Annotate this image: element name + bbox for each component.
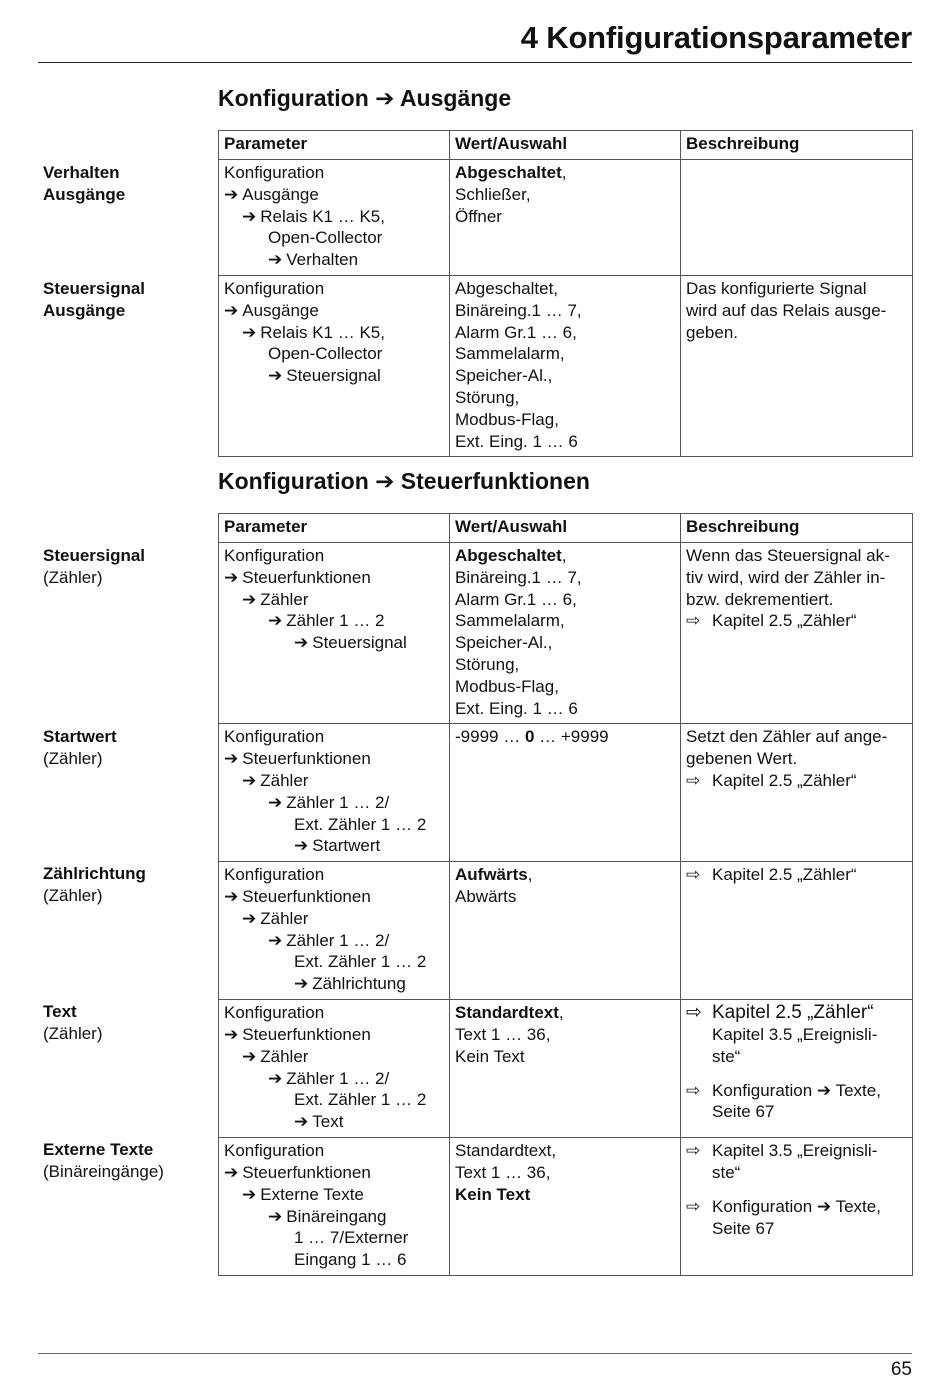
parameter-path-cell (219, 1000, 450, 1138)
arrow-right-icon: ➔ (242, 1046, 257, 1066)
value-option: Störung, (455, 654, 520, 674)
row-label-main: Zählrichtung (43, 864, 146, 883)
cross-reference-link[interactable] (686, 864, 907, 886)
path-step: Zähler (260, 770, 309, 790)
spacer (686, 1068, 907, 1080)
path-step-line (224, 206, 444, 228)
row-label-main: Steuersignal (43, 546, 146, 565)
row-label-sub: (Zähler) (43, 1023, 103, 1043)
path-step: Konfiguration (224, 163, 325, 182)
cross-reference-link[interactable] (686, 1002, 907, 1024)
value-option: Binäreing.1 … 7, (455, 567, 582, 587)
row-label-verhalten-ausgaenge (43, 162, 213, 206)
path-step: Konfiguration (224, 546, 325, 565)
reference-text: ste“ (712, 1162, 741, 1182)
path-step: Steuerfunktionen (242, 1162, 371, 1182)
value-cell (450, 276, 681, 457)
path-step: Ausgänge (242, 300, 319, 320)
row-label-sub: (Zähler) (43, 885, 103, 905)
cross-reference-link[interactable] (686, 610, 907, 632)
description-line: Setzt den Zähler auf ange- (686, 727, 888, 747)
path-step-line (224, 589, 444, 611)
description-line: wird auf das Relais ausge- (686, 300, 887, 320)
arrow-right-icon: ➔ (224, 1024, 239, 1044)
table-row-startwert (219, 724, 913, 862)
value-option: Modbus-Flag, (455, 676, 559, 696)
description-cell (681, 724, 913, 862)
row-label-main: Ausgänge (43, 184, 126, 204)
table-ausgaenge (218, 130, 913, 457)
section-title-ausgaenge: Konfiguration ➔ Ausgänge (218, 85, 512, 111)
arrow-right-icon: ➔ (294, 1112, 309, 1132)
reference-text: ste“ (712, 1046, 741, 1066)
arrow-right-icon: ➔ (294, 974, 309, 994)
path-step-line (224, 300, 444, 322)
reference-text: Kapitel 2.5 „Zähler“ (712, 770, 857, 790)
arrow-right-icon: ➔ (224, 300, 239, 320)
row-label-steuersignal-zaehler (43, 545, 213, 589)
table-row-steuersignal (219, 276, 913, 457)
reference-arrow-icon: ⇨ (686, 1002, 702, 1024)
reference-text: Kapitel 3.5 „Ereignisli- (712, 1024, 878, 1044)
path-step-line (224, 1068, 444, 1090)
path-step-line (224, 1046, 444, 1068)
path-step: Ext. Zähler 1 … 2 (294, 1090, 427, 1110)
value-option: Speicher-Al., (455, 366, 553, 386)
value-option: Ext. Eing. 1 … 6 (455, 698, 578, 718)
value-cell (450, 724, 681, 862)
row-label-sub: (Zähler) (43, 567, 103, 587)
column-header-beschreibung: Beschreibung (681, 514, 913, 543)
column-header-beschreibung: Beschreibung (681, 131, 913, 160)
path-step: Steuerfunktionen (242, 1024, 371, 1044)
path-step-line (224, 1184, 444, 1206)
path-step: Zähler 1 … 2/ (286, 930, 390, 950)
path-step-line (224, 908, 444, 930)
arrow-right-icon: ➔ (294, 836, 309, 856)
value-cell (450, 862, 681, 1000)
arrow-right-icon: ➔ (242, 589, 257, 609)
reference-text: Seite 67 (712, 1218, 775, 1238)
path-step: Konfiguration (224, 865, 325, 885)
path-step: Steuersignal (312, 633, 407, 653)
default-value: 0 (524, 727, 535, 747)
description-line: bzw. dekrementiert. (686, 589, 834, 609)
path-step: Relais K1 … K5, (260, 322, 385, 342)
path-step-line (224, 1206, 444, 1228)
reference-arrow-icon: ⇨ (686, 611, 701, 631)
chapter-title: 4 Konfigurationsparameter (520, 20, 912, 55)
path-step-line (224, 886, 444, 908)
description-line: Das konfigurierte Signal (686, 279, 867, 298)
value-option: Modbus-Flag, (455, 409, 559, 429)
footer-rule (38, 1353, 912, 1354)
reference-text: Kapitel 2.5 „Zähler“ (712, 865, 857, 885)
table-row-text (219, 1000, 913, 1138)
path-step-line (224, 973, 444, 995)
path-step: 1 … 7/Externer (294, 1228, 409, 1248)
arrow-right-icon: ➔ (294, 633, 309, 653)
parameter-path-cell (219, 724, 450, 862)
path-step-line (224, 1111, 444, 1133)
arrow-right-icon: ➔ (268, 611, 283, 631)
cross-reference-link[interactable] (686, 1140, 907, 1162)
column-header-parameter: Parameter (219, 514, 450, 543)
path-step: Relais K1 … K5, (260, 206, 385, 226)
parameter-path-cell (219, 160, 450, 276)
path-step-line (224, 184, 444, 206)
default-value: Standardtext (455, 1003, 559, 1023)
row-label-sub: (Zähler) (43, 748, 103, 768)
column-header-wert-auswahl: Wert/Auswahl (450, 514, 681, 543)
cross-reference-link[interactable] (686, 1196, 907, 1218)
cross-reference-continuation[interactable] (686, 1101, 907, 1123)
arrow-right-icon: ➔ (268, 792, 283, 812)
arrow-right-icon: ➔ (224, 886, 239, 906)
arrow-right-icon: ➔ (268, 250, 283, 270)
path-step-line (224, 835, 444, 857)
path-step: Verhalten (286, 250, 359, 270)
arrow-right-icon: ➔ (224, 1162, 239, 1182)
description-cell (681, 862, 913, 1000)
path-step-line (224, 1162, 444, 1184)
reference-text: Kapitel 3.5 „Ereignisli- (712, 1141, 878, 1161)
path-step: Konfiguration (224, 279, 325, 298)
description-line: gebenen Wert. (686, 749, 798, 769)
value-option: Alarm Gr.1 … 6, (455, 589, 577, 609)
path-step-line (224, 748, 444, 770)
table-row-externe-texte (219, 1138, 913, 1276)
path-step-line (224, 322, 444, 344)
row-label-sub: (Binäreingänge) (43, 1161, 164, 1181)
value-option: Alarm Gr.1 … 6, (455, 322, 577, 342)
row-label-main: Externe Texte (43, 1140, 154, 1159)
spacer (686, 1184, 907, 1196)
cross-reference-link[interactable] (686, 770, 907, 792)
path-step-line (224, 567, 444, 589)
column-header-parameter: Parameter (219, 131, 450, 160)
arrow-right-icon: ➔ (268, 1206, 283, 1226)
path-step: Open-Collector (268, 228, 383, 248)
default-value: Abgeschaltet (455, 163, 562, 182)
path-step-line (224, 632, 444, 654)
arrow-right-icon: ➔ (268, 930, 283, 950)
arrow-right-icon: ➔ (242, 908, 257, 928)
path-step: Zählrichtung (312, 974, 406, 994)
arrow-right-icon: ➔ (224, 749, 239, 769)
path-step-line (224, 792, 444, 814)
value-option: Abgeschaltet, (455, 279, 559, 298)
row-label-main: Verhalten (43, 163, 120, 182)
table-row-zaehlrichtung (219, 862, 913, 1000)
reference-text: Konfiguration ➔ Texte, (712, 1080, 881, 1100)
arrow-right-icon: ➔ (268, 366, 283, 386)
value-option: Standardtext, (455, 1141, 557, 1161)
path-step: Zähler 1 … 2/ (286, 1068, 390, 1088)
parameter-path-cell (219, 1138, 450, 1276)
arrow-right-icon: ➔ (242, 322, 257, 342)
path-step: Steuerfunktionen (242, 886, 371, 906)
path-step: Startwert (312, 836, 381, 856)
page-number: 65 (890, 1359, 912, 1380)
value-separator: , (561, 163, 567, 182)
reference-arrow-icon: ⇨ (686, 1080, 701, 1100)
value-option: Sammelalarm, (455, 344, 565, 364)
path-step-line (224, 365, 444, 387)
arrow-right-icon: ➔ (242, 1184, 257, 1204)
row-label-externe-texte (43, 1139, 213, 1183)
reference-arrow-icon: ⇨ (686, 1141, 701, 1161)
path-step-line (224, 770, 444, 792)
path-step: Externe Texte (260, 1184, 364, 1204)
row-label-main: Startwert (43, 727, 117, 746)
value-cell (450, 160, 681, 276)
value-option: Öffner (455, 206, 502, 226)
path-step: Konfiguration (224, 1141, 325, 1161)
parameter-path-cell (219, 862, 450, 1000)
description-line: Wenn das Steuersignal ak- (686, 546, 890, 565)
value-option: Kein Text (455, 1046, 525, 1066)
path-step: Zähler (260, 589, 309, 609)
column-header-wert-auswahl: Wert/Auswahl (450, 131, 681, 160)
table-row-steuersignal-zaehler (219, 543, 913, 724)
path-step: Zähler (260, 908, 309, 928)
cross-reference-continuation[interactable] (686, 1024, 907, 1046)
value-cell (450, 1138, 681, 1276)
description-line: tiv wird, wird der Zähler in- (686, 567, 886, 587)
value-separator: , (561, 546, 567, 565)
default-value: Aufwärts (455, 865, 528, 885)
value-cell (450, 1000, 681, 1138)
row-label-text (43, 1001, 213, 1045)
path-step: Konfiguration (224, 727, 325, 747)
value-option: Sammelalarm, (455, 611, 565, 631)
row-label-zaehlrichtung (43, 863, 213, 907)
cross-reference-continuation[interactable] (686, 1162, 907, 1184)
parameter-path-cell (219, 276, 450, 457)
path-step-line (224, 930, 444, 952)
arrow-right-icon: ➔ (242, 206, 257, 226)
arrow-right-icon: ➔ (224, 567, 239, 587)
reference-text: Konfiguration ➔ Texte, (712, 1196, 881, 1216)
row-label-main: Ausgänge (43, 300, 126, 320)
path-step: Text (312, 1112, 344, 1132)
reference-arrow-icon: ⇨ (686, 1196, 701, 1216)
value-separator: , (527, 865, 533, 885)
cross-reference-continuation[interactable] (686, 1046, 907, 1068)
path-step: Zähler 1 … 2/ (286, 792, 390, 812)
path-step: Ausgänge (242, 184, 319, 204)
table-steuerfunktionen (218, 513, 913, 1276)
row-label-steuersignal-ausgaenge (43, 278, 213, 322)
reference-arrow-icon: ⇨ (686, 770, 701, 790)
path-step: Eingang 1 … 6 (294, 1250, 407, 1270)
value-cell (450, 543, 681, 724)
path-step: Zähler 1 … 2 (286, 611, 385, 631)
reference-text: Seite 67 (712, 1102, 775, 1122)
arrow-right-icon: ➔ (268, 1068, 283, 1088)
description-cell (681, 276, 913, 457)
value-line (455, 162, 675, 184)
table-header-row (219, 131, 913, 160)
path-step: Steuerfunktionen (242, 749, 371, 769)
value-option: Schließer, (455, 184, 531, 204)
path-step-line (224, 610, 444, 632)
range-max: … +9999 (534, 727, 609, 747)
section-title-steuerfunktionen: Konfiguration ➔ Steuerfunktionen (218, 468, 590, 494)
default-value: Abgeschaltet (455, 546, 562, 565)
path-step-line (224, 249, 444, 271)
value-option: Störung, (455, 387, 520, 407)
value-range (455, 726, 675, 748)
path-step: Open-Collector (268, 344, 383, 364)
path-step: Ext. Zähler 1 … 2 (294, 814, 427, 834)
value-separator: , (558, 1003, 564, 1023)
path-step: Steuerfunktionen (242, 567, 371, 587)
arrow-right-icon: ➔ (224, 184, 239, 204)
path-step: Zähler (260, 1046, 309, 1066)
path-step: Binäreingang (286, 1206, 387, 1226)
description-cell (681, 160, 913, 276)
value-option: Binäreing.1 … 7, (455, 300, 582, 320)
description-line: geben. (686, 322, 738, 342)
value-option: Ext. Eing. 1 … 6 (455, 431, 578, 451)
reference-arrow-icon: ⇨ (686, 865, 701, 885)
value-line (455, 545, 675, 567)
row-label-main: Text (43, 1002, 77, 1021)
reference-text: Kapitel 2.5 „Zähler“ (712, 611, 857, 631)
path-step: Ext. Zähler 1 … 2 (294, 952, 427, 972)
description-cell (681, 543, 913, 724)
value-option: Text 1 … 36, (455, 1162, 551, 1182)
description-cell (681, 1000, 913, 1138)
path-step-line (224, 1024, 444, 1046)
path-step: Konfiguration (224, 1003, 325, 1023)
parameter-path-cell (219, 543, 450, 724)
value-option: Text 1 … 36, (455, 1024, 551, 1044)
description-cell (681, 1138, 913, 1276)
path-step: Steuersignal (286, 366, 381, 386)
reference-text: Kapitel 2.5 „Zähler“ (712, 1002, 874, 1024)
value-line (455, 864, 675, 886)
header-rule (38, 62, 912, 63)
cross-reference-continuation[interactable] (686, 1218, 907, 1240)
cross-reference-link[interactable] (686, 1080, 907, 1102)
default-value: Kein Text (455, 1184, 531, 1204)
value-line (455, 1002, 675, 1024)
value-option: Abwärts (455, 886, 517, 906)
row-label-main: Steuersignal (43, 279, 146, 298)
arrow-right-icon: ➔ (242, 770, 257, 790)
range-min: -9999 … (455, 727, 525, 747)
row-label-startwert (43, 726, 213, 770)
table-row-verhalten (219, 160, 913, 276)
table-header-row (219, 514, 913, 543)
value-option: Speicher-Al., (455, 633, 553, 653)
